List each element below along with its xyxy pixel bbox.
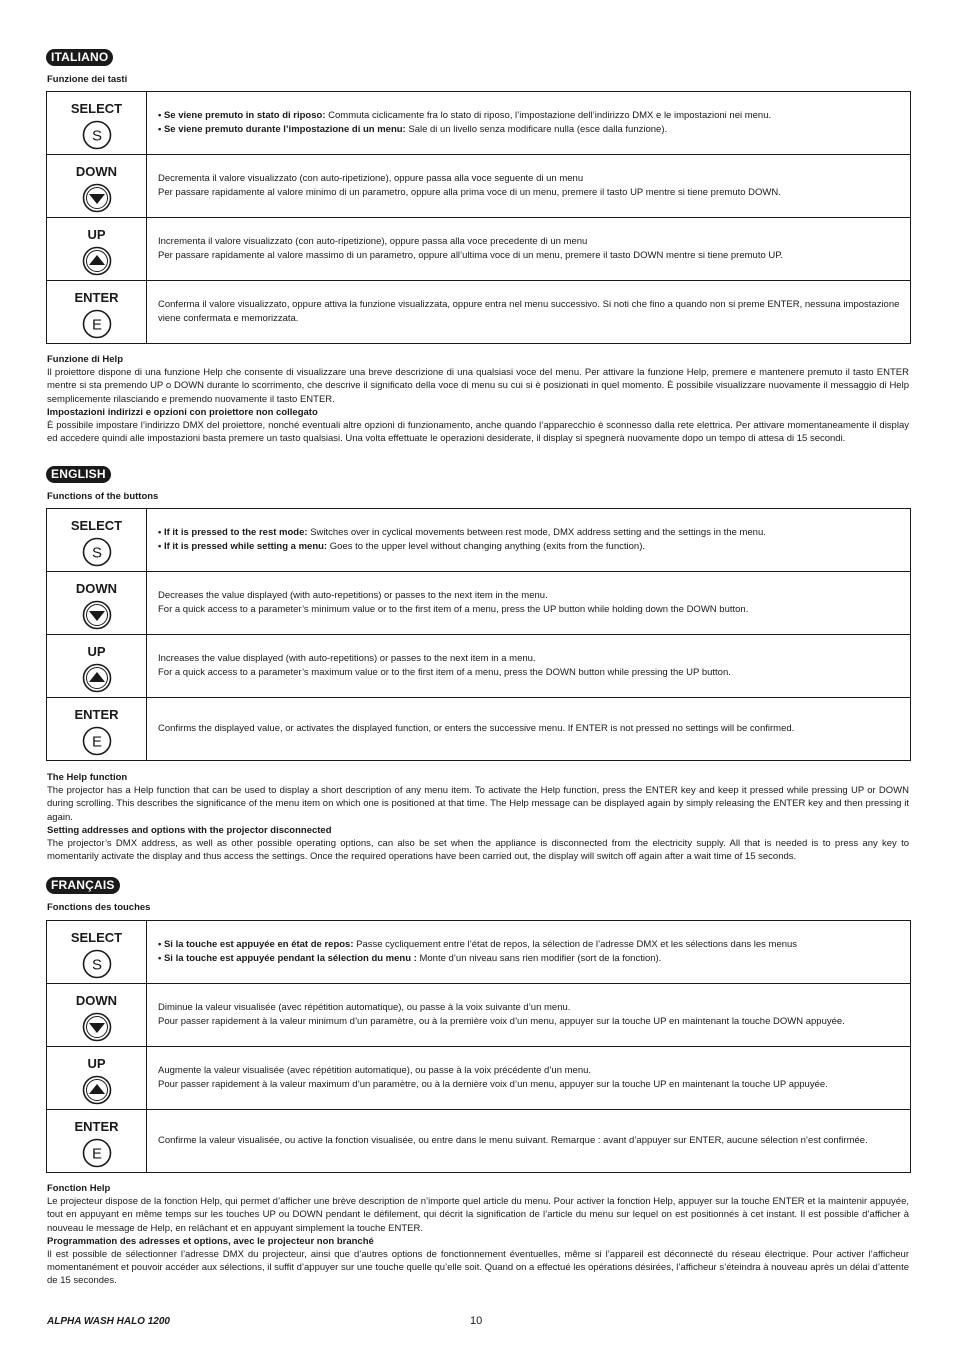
key-name: UP xyxy=(87,644,106,659)
key-row-enter xyxy=(47,698,911,761)
description-line: Augmente la valeur visualisée (avec répétition automatique), ou passe à la voix précédente d’un menu. xyxy=(158,1065,592,1076)
section-subtitle: Funzione dei tasti xyxy=(47,74,128,85)
key-row-select xyxy=(47,509,911,572)
svg-text:E: E xyxy=(91,316,102,334)
settings-text: The projector’s DMX address, as well as other possible operating options, can also be set when the appliance is disconnected from the electricity supply. All that is needed is to press any key to momentarily activate the display and thus access the settings. Once the required operations have been carried out, the display will switch off again after a wait time of 15 seconds. xyxy=(47,838,909,863)
settings-text: È possibile impostare l’indirizzo DMX del proiettore, nonché eventuali altre opzioni di funzionamento, anche quando l’apparecchio è sconnesso dalla rete elettrica. Per attivare momentaneamente il display ed accedere quindi alle impostazioni basta premere un tasto qualsiasi. Una volta effettuate le operazioni desiderate, il display si spegnerà nuovamente dopo un tempo di attesa di 15 secondi. xyxy=(47,420,909,445)
enter-key-icon xyxy=(82,309,112,339)
key-cell xyxy=(47,509,147,572)
key-name: ENTER xyxy=(74,290,119,305)
description-line: Pour passer rapidement à la valeur minimum d’un paramètre, ou à la première voix d’un menu, appuyer sur la touche UP en maintenant la touche DOWN appuyée. xyxy=(158,1016,845,1027)
up-arrow-icon xyxy=(82,246,112,276)
help-paragraph xyxy=(47,353,909,445)
key-description xyxy=(147,635,911,698)
description-bold: • Si la touche est appuyée pendant la sélection du menu : xyxy=(158,953,417,964)
svg-text:E: E xyxy=(91,1145,102,1163)
key-description xyxy=(147,984,911,1047)
key-row-down xyxy=(47,984,911,1047)
description-bold: • Si la touche est appuyée en état de repos: xyxy=(158,939,354,950)
key-cell xyxy=(47,921,147,984)
description-line: Increases the value displayed (with auto-repetitions) or passes to the next item in a menu. xyxy=(158,653,536,664)
language-badge: FRANÇAIS xyxy=(46,877,120,894)
key-cell xyxy=(47,698,147,761)
description-line: Per passare rapidamente al valore minimo di un parametro, oppure alla prima voce di un menu, premere il tasto UP mentre si tiene premuto DOWN. xyxy=(158,187,781,198)
key-name: DOWN xyxy=(75,581,118,596)
key-description xyxy=(147,218,911,281)
key-row-select xyxy=(47,921,911,984)
description-line: For a quick access to a parameter’s maximum value or to the first item of a menu, press the DOWN button while pressing the UP button. xyxy=(158,667,731,678)
key-cell xyxy=(47,281,147,344)
key-cell xyxy=(47,92,147,155)
page-number: 10 xyxy=(470,1315,483,1327)
description-line: Decreases the value displayed (with auto-repetitions) or passes to the next item in the menu. xyxy=(158,590,548,601)
up-arrow-icon xyxy=(82,663,112,693)
key-description xyxy=(147,509,911,572)
key-name: DOWN xyxy=(75,164,118,179)
section-subtitle: Functions of the buttons xyxy=(47,491,159,502)
key-description xyxy=(147,92,911,155)
key-name: SELECT xyxy=(70,518,123,533)
description-line: • Si la touche est appuyée en état de repos: Passe cycliquement entre l’état de repos, la sélection de l’adresse DMX et les sélections dans les menus xyxy=(158,939,798,950)
settings-title: Impostazioni indirizzi e opzioni con proiettore non collegato xyxy=(47,406,318,418)
description-bold: • If it is pressed to the rest mode: xyxy=(158,527,308,538)
key-function-table xyxy=(46,508,911,761)
down-arrow-icon xyxy=(82,1012,112,1042)
key-row-enter xyxy=(47,281,911,344)
key-description xyxy=(147,1047,911,1110)
help-title: Fonction Help xyxy=(47,1183,111,1194)
settings-text: Il est possible de sélectionner l’adresse DMX du projecteur, ainsi que d’autres options de fonctionnement éventuelles, même si l’appareil est déconnecté du réseau électrique. Pour activer l’afficheur momentanément et pouvoir accéder aux sélections, il suffit d’appuyer sur une touche quelle qu’elle soit. Quand on a effectué les opérations désirées, l’afficheur s’éteindra à nouveau après un délai d’attente de 15 secondes. xyxy=(47,1249,909,1287)
enter-key-icon xyxy=(82,726,112,756)
help-text: Il proiettore dispone di una funzione Help che consente di visualizzare una breve descrizione di una qualsiasi voce del menu. Per attivare la funzione Help, premere e mantenere premuto il tasto ENTER mentre si sta premendo UP o DOWN durante lo scorrimento, che descrive il significato della voce di menu su cui si è posizionati in quel momento. È possibile visualizzare nuovamente il messaggio di Help semplicemente rilasciando e premendo nuovamente il tasto ENTER. xyxy=(47,367,909,405)
key-name: SELECT xyxy=(70,930,123,945)
key-row-up xyxy=(47,1047,911,1110)
description-line: Per passare rapidamente al valore massimo di un parametro, oppure all’ultima voce di un menu, premere il tasto DOWN mentre si tiene premuto UP. xyxy=(158,250,783,261)
description-bold: • If it is pressed while setting a menu: xyxy=(158,541,328,552)
key-name: ENTER xyxy=(74,1119,119,1134)
key-cell xyxy=(47,572,147,635)
key-cell xyxy=(47,155,147,218)
key-row-down xyxy=(47,572,911,635)
help-title: Funzione di Help xyxy=(47,354,123,365)
select-key-icon xyxy=(82,537,112,567)
description-line: Conferma il valore visualizzato, oppure attiva la funzione visualizzata, oppure entra nel menu successivo. Si noti che fino a quando non si preme ENTER, nessuna impostazione viene confermata e memorizzata. xyxy=(158,299,900,324)
enter-key-icon xyxy=(82,1138,112,1168)
select-key-icon xyxy=(82,120,112,150)
key-row-up xyxy=(47,635,911,698)
description-bold: • Se viene premuto in stato di riposo: xyxy=(158,110,326,121)
key-description xyxy=(147,698,911,761)
description-line: • If it is pressed to the rest mode: Switches over in cyclical movements between rest mode, DMX address setting and the settings in the menu. xyxy=(158,527,766,538)
description-line: • Si la touche est appuyée pendant la sélection du menu : Monte d’un niveau sans rien modifier (sort de la fonction). xyxy=(158,953,662,964)
key-function-table xyxy=(46,920,911,1173)
settings-title: Programmation des adresses et options, avec le projecteur non branché xyxy=(47,1235,374,1247)
key-row-enter xyxy=(47,1110,911,1173)
language-badge: ITALIANO xyxy=(46,49,113,66)
select-key-icon xyxy=(82,949,112,979)
key-name: UP xyxy=(87,227,106,242)
key-description xyxy=(147,572,911,635)
description-line: For a quick access to a parameter’s minimum value or to the first item of a menu, press the UP button while holding down the DOWN button. xyxy=(158,604,749,615)
key-cell xyxy=(47,984,147,1047)
svg-text:S: S xyxy=(91,127,102,145)
down-arrow-icon xyxy=(82,600,112,630)
help-paragraph xyxy=(47,1182,909,1288)
description-line: • Se viene premuto durante l’impostazione di un menu: Sale di un livello senza modificare nulla (esce dalla funzione). xyxy=(158,124,668,135)
key-row-select xyxy=(47,92,911,155)
help-text: Le projecteur dispose de la fonction Help, qui permet d’afficher une brève description de n’importe quel article du menu. Pour activer la fonction Help, appuyer sur la touche ENTER et la maintenir appuyée, tout en appuyant en même temps sur les touches UP ou DOWN pendant le défilement, qui décrit la signification de l’article du menu sur lequel on est positionnés à cet instant. Il est possible d’afficher à nouveau le message de Help, en relâchant et en appuyant simplement la touche ENTER. xyxy=(47,1196,909,1234)
key-description xyxy=(147,281,911,344)
help-title: The Help function xyxy=(47,772,128,783)
description-bold: • Se viene premuto durante l’impostazione di un menu: xyxy=(158,124,406,135)
svg-text:E: E xyxy=(91,733,102,751)
settings-title: Setting addresses and options with the projector disconnected xyxy=(47,824,332,836)
description-line: Confirms the displayed value, or activates the displayed function, or enters the successive menu. If ENTER is not pressed no settings will be confirmed. xyxy=(158,723,795,734)
description-line: Decrementa il valore visualizzato (con auto-ripetizione), oppure passa alla voce seguente di un menu xyxy=(158,173,584,184)
key-description xyxy=(147,1110,911,1173)
key-row-down xyxy=(47,155,911,218)
description-line: • If it is pressed while setting a menu: Goes to the upper level without changing anything (exits from the function). xyxy=(158,541,645,552)
description-line: Incrementa il valore visualizzato (con auto-ripetizione), oppure passa alla voce precedente di un menu xyxy=(158,236,588,247)
up-arrow-icon xyxy=(82,1075,112,1105)
svg-text:S: S xyxy=(91,956,102,974)
key-name: UP xyxy=(87,1056,106,1071)
key-name: SELECT xyxy=(70,101,123,116)
key-row-up xyxy=(47,218,911,281)
help-paragraph xyxy=(47,771,909,863)
footer-product-name: ALPHA WASH HALO 1200 xyxy=(47,1316,170,1327)
svg-text:S: S xyxy=(91,544,102,562)
description-line: Confirme la valeur visualisée, ou active la fonction visualisée, ou entre dans le menu suivant. Remarque : avant d’appuyer sur ENTER, aucune sélection n’est confirmée. xyxy=(158,1135,868,1146)
key-description xyxy=(147,921,911,984)
section-subtitle: Fonctions des touches xyxy=(47,902,151,913)
key-cell xyxy=(47,1110,147,1173)
down-arrow-icon xyxy=(82,183,112,213)
key-cell xyxy=(47,1047,147,1110)
key-cell xyxy=(47,218,147,281)
key-name: DOWN xyxy=(75,993,118,1008)
description-line: Diminue la valeur visualisée (avec répétition automatique), ou passe à la voix suivante d’un menu. xyxy=(158,1002,571,1013)
key-description xyxy=(147,155,911,218)
key-function-table xyxy=(46,91,911,344)
language-badge: ENGLISH xyxy=(46,466,111,483)
key-name: ENTER xyxy=(74,707,119,722)
help-text: The projector has a Help function that can be used to display a short description of any menu item. To activate the Help function, press the ENTER key and keep it pressed while pressing UP or DOWN during scrolling. This describes the significance of the menu item on which one is positioned at that time. The Help message can be displayed again by simply releasing the ENTER key and then pressing it again. xyxy=(47,785,909,823)
description-line: Pour passer rapidement à la valeur maximum d’un paramètre, ou à la dernière voix d’un menu, appuyer sur la touche UP en maintenant la touche UP appuyée. xyxy=(158,1079,828,1090)
key-cell xyxy=(47,635,147,698)
description-line: • Se viene premuto in stato di riposo: Commuta ciclicamente fra lo stato di riposo, l’impostazione dell’indirizzo DMX e le impostazioni nei menu. xyxy=(158,110,772,121)
